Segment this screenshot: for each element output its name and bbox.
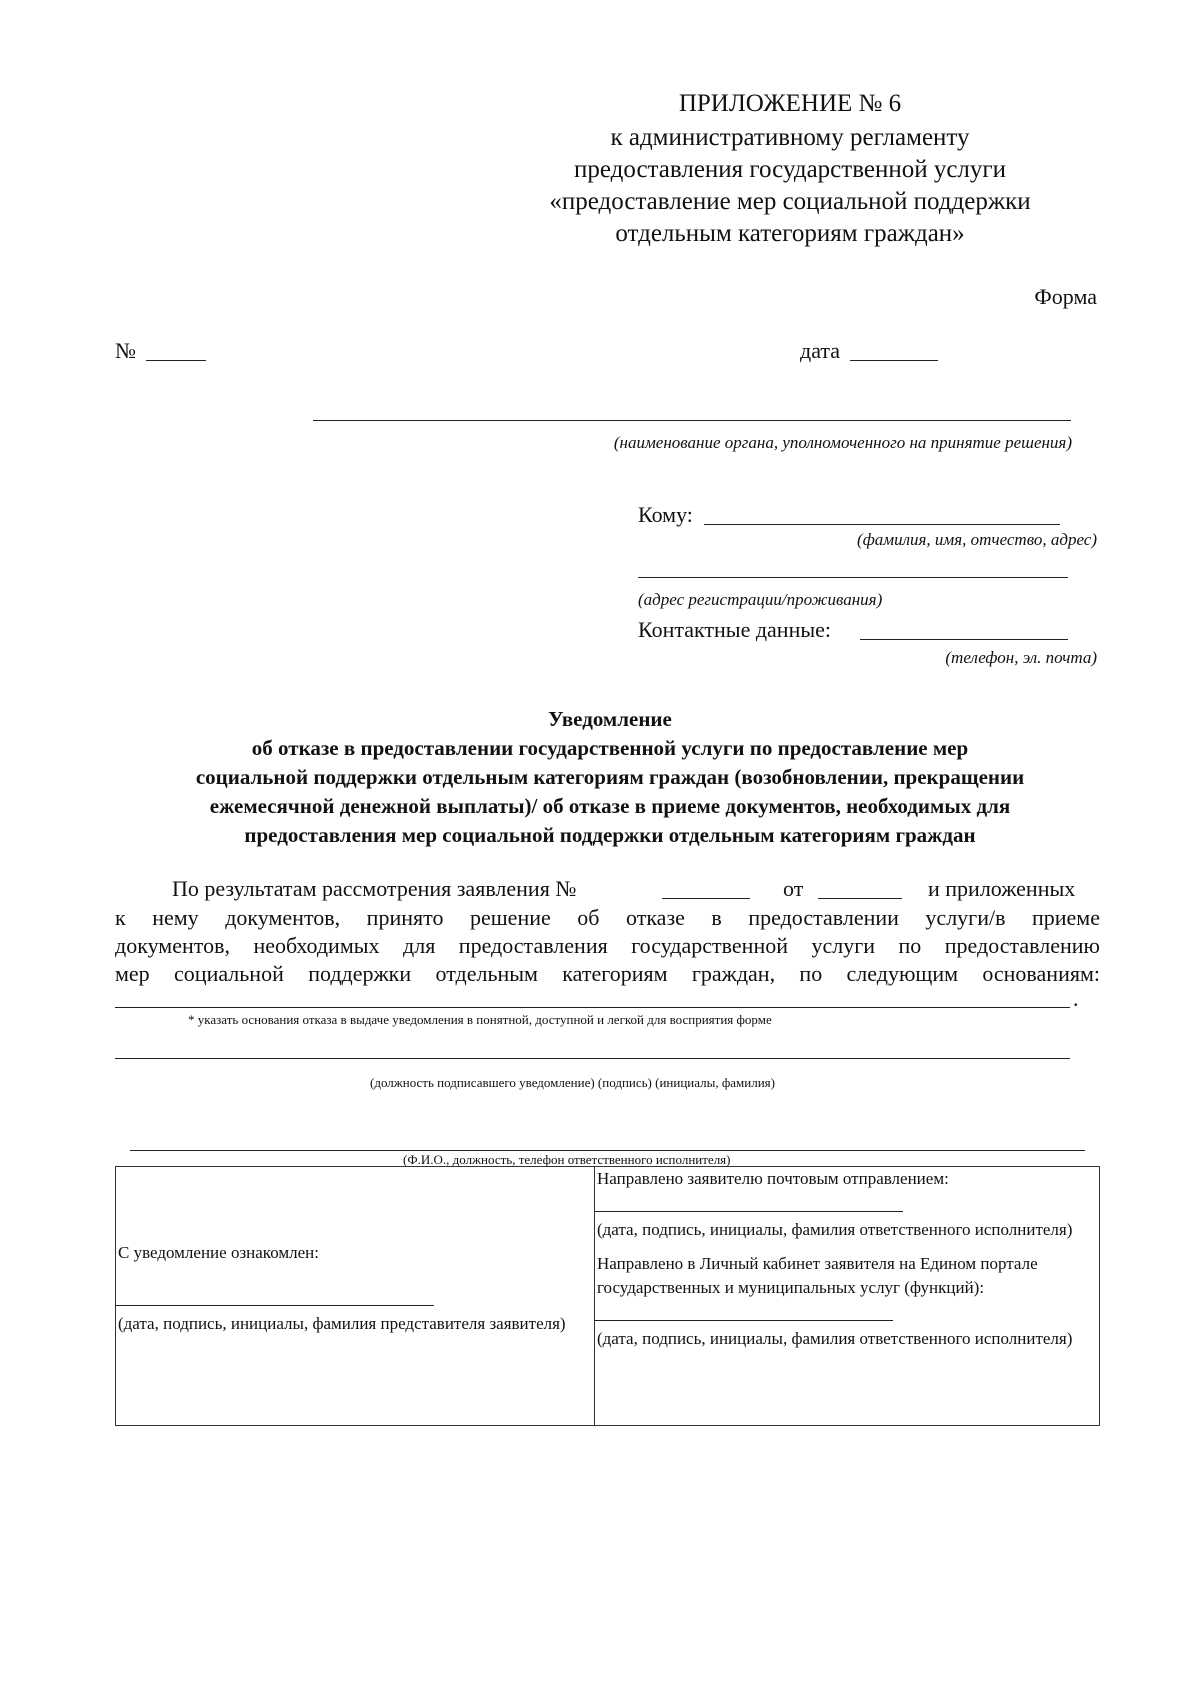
body-line-2: к нему документов, принято решение об отказе в предоставлении услуги/в приеме [115, 905, 1100, 930]
appendix-heading: ПРИЛОЖЕНИЕ № 6 [678, 90, 902, 117]
mail-label: Направлено заявителю почтовым отправлением: [597, 1169, 949, 1188]
number-label: № [115, 338, 136, 363]
body-line-4: мер социальной поддержки отдельным категориям граждан, по следующим основаниям: [115, 961, 1100, 986]
address-field-line[interactable] [638, 577, 1068, 578]
acquainted-label: С уведомление ознакомлен: [118, 1243, 319, 1262]
body-line-1-from: от [783, 876, 804, 901]
appendix-line-2: предоставления государственной услуги [573, 156, 1007, 183]
address-caption: (адрес регистрации/проживания) [638, 590, 883, 609]
acknowledgement-left-cell [116, 1167, 595, 1426]
grounds-period: . [1073, 986, 1079, 1011]
date-label: дата [800, 338, 841, 363]
number-field-line[interactable] [146, 360, 206, 361]
executor-caption: (Ф.И.О., должность, телефон ответственного исполнителя) [403, 1152, 731, 1167]
to-field-line[interactable] [704, 524, 1060, 525]
mail-signature-line[interactable] [595, 1191, 903, 1212]
notice-line-1: об отказе в предоставлении государственной услуги по предоставление мер [251, 736, 969, 760]
notice-line-3: ежемесячной денежной выплаты)/ об отказе в приеме документов, необходимых для [209, 794, 1011, 818]
authority-caption: (наименование органа, уполномоченного на принятие решения) [613, 433, 1072, 452]
grounds-footnote: * указать основания отказа в выдаче уведомления в понятной, доступной и легкой для восприятия форме [188, 1012, 772, 1027]
signature-caption: (должность подписавшего уведомление) (подпись) (инициалы, фамилия) [370, 1075, 775, 1090]
authority-field-line[interactable] [313, 420, 1071, 421]
mail-caption: (дата, подпись, инициалы, фамилия ответственного исполнителя) [597, 1220, 1073, 1239]
executor-field-line[interactable] [130, 1150, 1085, 1151]
notice-line-2: социальной поддержки отдельным категориям граждан (возобновлении, прекращении [195, 765, 1025, 789]
acquainted-caption: (дата, подпись, инициалы, фамилия представителя заявителя) [118, 1314, 566, 1333]
body-line-1-end: и приложенных [928, 876, 1076, 901]
body-line-1-start: По результатам рассмотрения заявления № [172, 876, 577, 901]
portal-caption: (дата, подпись, инициалы, фамилия ответственного исполнителя) [597, 1329, 1073, 1348]
acknowledgement-table [115, 1166, 1100, 1426]
form-label: Форма [1034, 284, 1097, 309]
appendix-line-4: отдельным категориям граждан» [615, 220, 965, 247]
contacts-label: Контактные данные: [638, 617, 831, 642]
acknowledgement-right-cell [595, 1167, 1100, 1426]
to-label: Кому: [638, 502, 693, 527]
appendix-line-1: к административному регламенту [610, 124, 970, 151]
acquainted-signature-line[interactable] [116, 1285, 434, 1306]
portal-signature-line[interactable] [595, 1300, 893, 1321]
portal-label: Направлено в Личный кабинет заявителя на Едином портале государственных и муниципальных услуг (функций): [597, 1254, 1038, 1297]
application-date-line[interactable] [818, 898, 902, 899]
signature-field-line[interactable] [115, 1058, 1070, 1059]
contacts-field-line[interactable] [860, 639, 1068, 640]
date-field-line[interactable] [850, 360, 938, 361]
contacts-caption: (телефон, эл. почта) [945, 648, 1097, 667]
fio-caption: (фамилия, имя, отчество, адрес) [857, 530, 1097, 549]
notice-line-4: предоставления мер социальной поддержки отдельным категориям граждан [244, 823, 976, 847]
body-line-3: документов, необходимых для предоставления государственной услуги по предоставлению [115, 933, 1100, 958]
grounds-field-line[interactable] [115, 1007, 1070, 1008]
application-number-line[interactable] [662, 898, 750, 899]
notice-title: Уведомление [548, 707, 672, 731]
appendix-line-3: «предоставление мер социальной поддержки [549, 188, 1031, 215]
